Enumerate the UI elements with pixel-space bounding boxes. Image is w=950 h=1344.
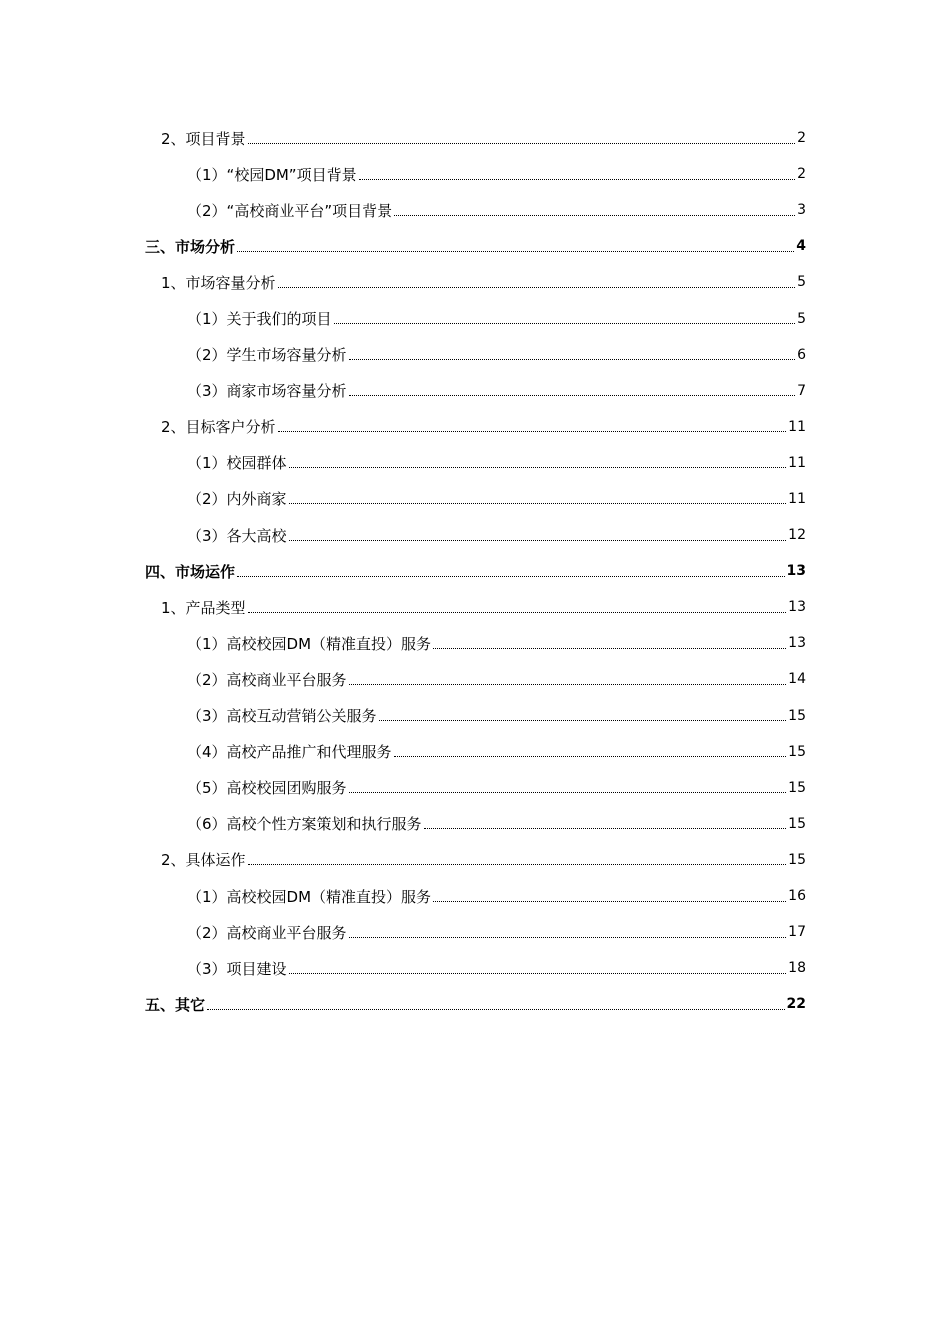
toc-entry-page-number: 18 (788, 960, 806, 977)
toc-entry-label: 五、其它 (145, 995, 206, 1014)
toc-entry-label: （1）关于我们的项目 (187, 310, 332, 329)
toc-dot-leader (278, 431, 787, 432)
toc-dot-leader (334, 323, 796, 324)
toc-entry-label: （5）高校校园团购服务 (187, 779, 347, 798)
toc-dot-leader (349, 395, 796, 396)
toc-entry-page-number: 3 (797, 202, 806, 219)
toc-dot-leader (349, 359, 796, 360)
toc-dot-leader (278, 287, 796, 288)
toc-entry[interactable] (0, 264, 950, 300)
toc-entry-label: 2、具体运作 (161, 851, 246, 870)
toc-entry-page-number: 13 (786, 563, 806, 580)
toc-dot-leader (289, 467, 787, 468)
toc-entry[interactable] (0, 373, 950, 409)
toc-dot-leader (394, 756, 787, 757)
toc-entry[interactable] (0, 156, 950, 192)
toc-entry[interactable] (0, 878, 950, 914)
toc-entry-page-number: 11 (788, 490, 806, 507)
toc-entry[interactable] (0, 517, 950, 553)
toc-dot-leader (289, 973, 787, 974)
toc-entry-label: （3）项目建设 (187, 959, 287, 978)
toc-entry-page-number: 2 (797, 130, 806, 147)
toc-entry-label: （1）校园群体 (187, 454, 287, 473)
toc-entry[interactable] (0, 770, 950, 806)
toc-entry-label: （1）高校校园DM（精准直投）服务 (187, 887, 432, 906)
toc-entry[interactable] (0, 950, 950, 986)
toc-entry[interactable] (0, 625, 950, 661)
toc-entry[interactable] (0, 120, 950, 156)
toc-entry-page-number: 13 (788, 635, 806, 652)
toc-entry[interactable] (0, 589, 950, 625)
toc-dot-leader (394, 215, 795, 216)
toc-entry-page-number: 15 (788, 743, 806, 760)
toc-dot-leader (237, 251, 794, 252)
toc-entry-label: （2）内外商家 (187, 490, 287, 509)
toc-entry[interactable] (0, 337, 950, 373)
toc-entry[interactable] (0, 481, 950, 517)
toc-dot-leader (359, 179, 795, 180)
toc-entry-page-number: 15 (788, 851, 806, 868)
toc-entry[interactable] (0, 228, 950, 264)
toc-entry-page-number: 15 (788, 815, 806, 832)
toc-entry-label: （2）学生市场容量分析 (187, 346, 347, 365)
toc-dot-leader (379, 720, 787, 721)
toc-entry[interactable] (0, 553, 950, 589)
table-of-contents (0, 120, 950, 1022)
toc-dot-leader (289, 503, 787, 504)
toc-entry-label: （1）高校校园DM（精准直投）服务 (187, 634, 432, 653)
toc-entry-label: 四、市场运作 (145, 562, 236, 581)
toc-entry[interactable] (0, 698, 950, 734)
toc-dot-leader (349, 937, 787, 938)
toc-entry-page-number: 11 (788, 418, 806, 435)
toc-entry-label: 2、目标客户分析 (161, 418, 276, 437)
toc-entry[interactable] (0, 445, 950, 481)
toc-entry-page-number: 7 (797, 382, 806, 399)
toc-entry-page-number: 11 (788, 454, 806, 471)
toc-entry-page-number: 6 (797, 346, 806, 363)
toc-dot-leader (424, 828, 787, 829)
toc-entry-label: （2）高校商业平台服务 (187, 923, 347, 942)
toc-dot-leader (349, 684, 787, 685)
toc-entry-label: （4）高校产品推广和代理服务 (187, 743, 392, 762)
toc-entry-page-number: 4 (796, 238, 806, 255)
toc-dot-leader (433, 648, 786, 649)
toc-entry-page-number: 14 (788, 671, 806, 688)
toc-entry-page-number: 16 (788, 888, 806, 905)
toc-entry-label: 三、市场分析 (145, 237, 236, 256)
toc-entry-page-number: 15 (788, 707, 806, 724)
toc-entry[interactable] (0, 734, 950, 770)
toc-entry-label: （3）各大高校 (187, 526, 287, 545)
toc-dot-leader (289, 540, 787, 541)
toc-dot-leader (248, 864, 787, 865)
toc-entry-label: （2）“高校商业平台”项目背景 (187, 201, 393, 220)
toc-dot-leader (248, 612, 787, 613)
toc-entry-label: 1、产品类型 (161, 598, 246, 617)
toc-entry-label: （2）高校商业平台服务 (187, 670, 347, 689)
toc-dot-leader (207, 1009, 785, 1010)
toc-entry[interactable] (0, 661, 950, 697)
toc-entry-label: （1）“校园DM”项目背景 (187, 165, 357, 184)
toc-entry-page-number: 15 (788, 779, 806, 796)
toc-entry[interactable] (0, 192, 950, 228)
toc-dot-leader (433, 901, 786, 902)
toc-entry[interactable] (0, 914, 950, 950)
toc-entry[interactable] (0, 842, 950, 878)
toc-dot-leader (349, 792, 787, 793)
toc-entry[interactable] (0, 806, 950, 842)
toc-entry[interactable] (0, 409, 950, 445)
toc-entry-page-number: 5 (797, 310, 806, 327)
toc-entry-label: 1、市场容量分析 (161, 273, 276, 292)
toc-entry-page-number: 13 (788, 599, 806, 616)
toc-entry-page-number: 12 (788, 527, 806, 544)
toc-entry-page-number: 5 (797, 274, 806, 291)
toc-entry-label: （3）商家市场容量分析 (187, 382, 347, 401)
toc-dot-leader (248, 143, 796, 144)
toc-entry-page-number: 22 (786, 996, 806, 1013)
toc-entry-label: 2、项目背景 (161, 129, 246, 148)
toc-entry-label: （3）高校互动营销公关服务 (187, 707, 377, 726)
toc-entry-page-number: 2 (797, 166, 806, 183)
toc-entry[interactable] (0, 986, 950, 1022)
toc-entry-label: （6）高校个性方案策划和执行服务 (187, 815, 422, 834)
toc-entry[interactable] (0, 300, 950, 336)
toc-dot-leader (237, 576, 785, 577)
toc-entry-page-number: 17 (788, 924, 806, 941)
